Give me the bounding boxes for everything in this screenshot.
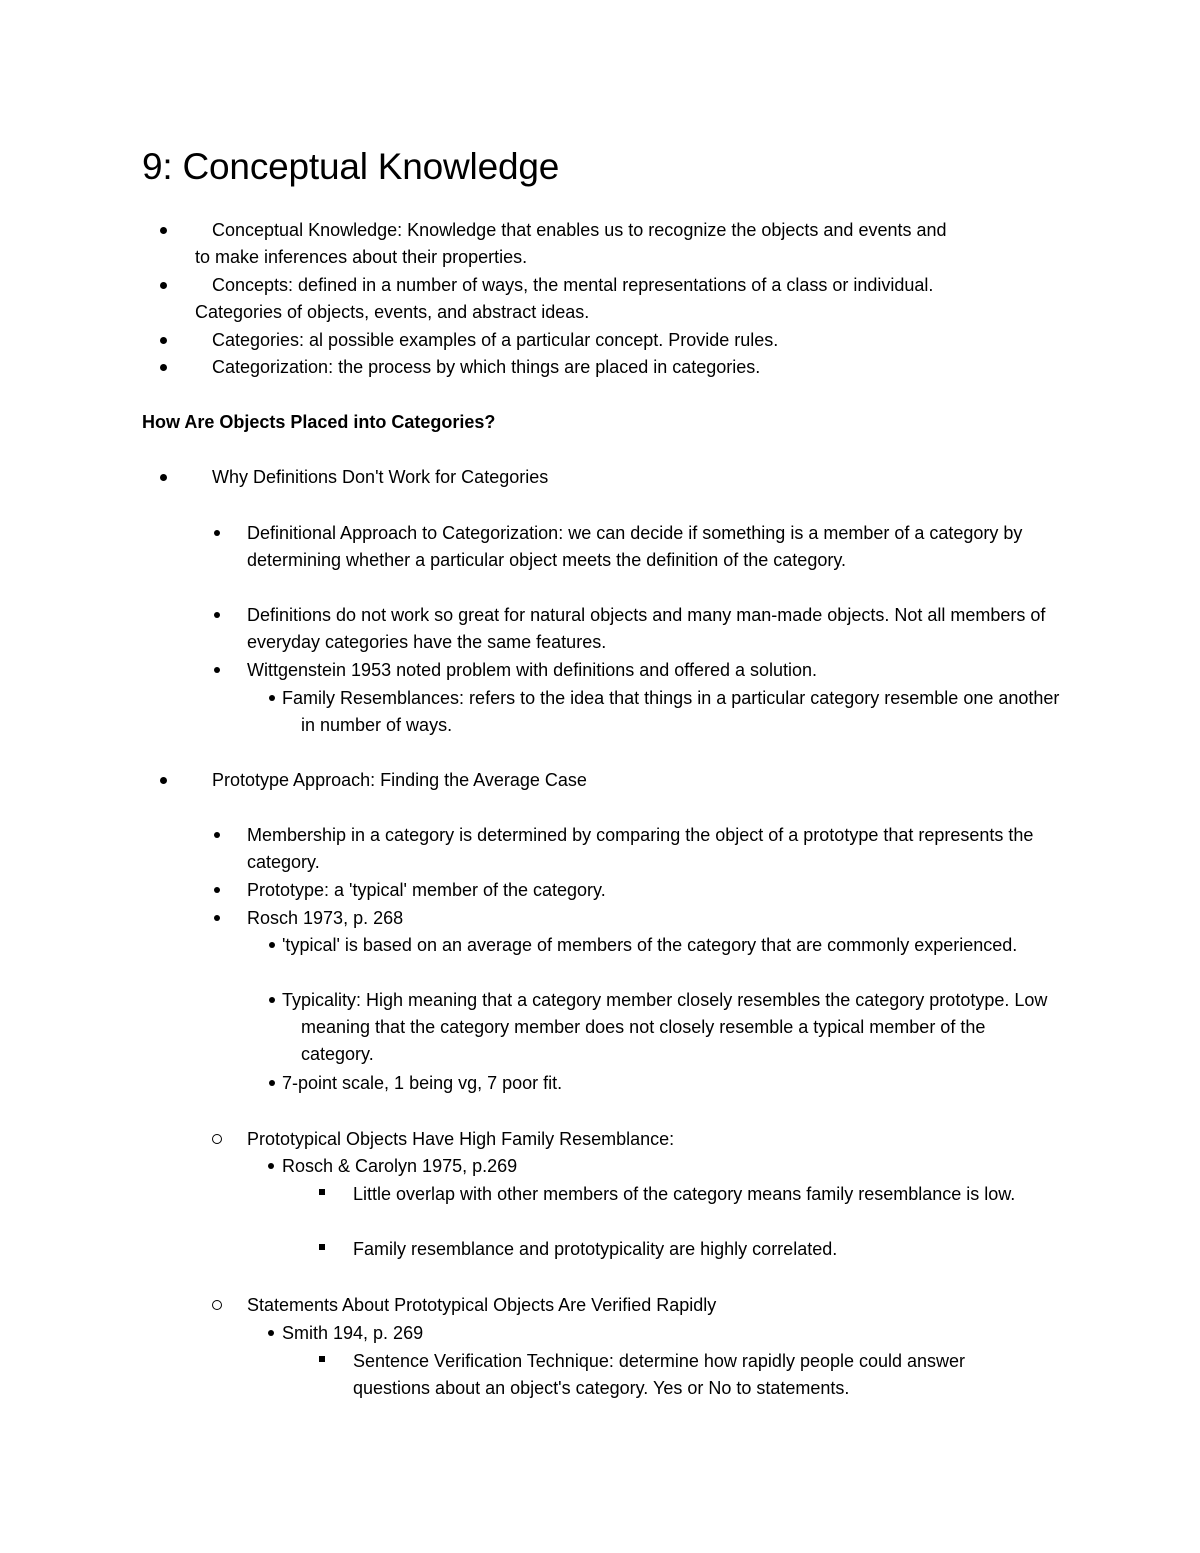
verification-citation (282, 1320, 1142, 1347)
prototype-item-text: Membership in a category is determined by comparing the object of a prototype that represents the category. (247, 825, 1034, 872)
bullet-icon (268, 1163, 274, 1169)
definitions-item (247, 657, 1067, 684)
definitions-item (247, 602, 1067, 656)
square-bullet-icon (319, 1189, 325, 1195)
bullet-icon (214, 832, 220, 838)
bullet-icon (268, 1330, 274, 1336)
bullet-icon (214, 612, 220, 618)
intro-item-text: Conceptual Knowledge: Knowledge that enables us to recognize the objects and events and (212, 220, 947, 240)
definitions-item-text: Definitional Approach to Categorization: we can decide if something is a member of a category by determining whether a particular object meets the definition of the category. (247, 523, 1023, 570)
rosch-item-text: 'typical' is based on an average of members of the category that are commonly experienced. (282, 935, 1018, 955)
prototype-heading-text: Prototype Approach: Finding the Average Case (212, 770, 587, 790)
prototype-item-text: Rosch 1973, p. 268 (247, 908, 404, 928)
citation-text: Rosch & Carolyn 1975, p.269 (282, 1156, 518, 1176)
bullet-icon (160, 777, 167, 784)
bullet-icon (160, 337, 167, 344)
intro-item-categorization (195, 354, 1055, 381)
bullet-icon (269, 695, 275, 701)
intro-item-concepts (195, 272, 1055, 326)
page-title: 9: Conceptual Knowledge (142, 146, 560, 187)
verification-item-text: Sentence Verification Technique: determine how rapidly people could answer questions about an object's category. Yes or No to statements. (353, 1351, 966, 1398)
intro-item-text-continued: Categories of objects, events, and abstract ideas. (195, 302, 590, 322)
bullet-icon (214, 887, 220, 893)
verification-heading (247, 1292, 1107, 1319)
bullet-icon (269, 1080, 275, 1086)
definitions-heading (212, 464, 1072, 491)
intro-item-text-continued: to make inferences about their properties. (195, 247, 528, 267)
rosch-item (282, 1070, 1061, 1097)
bullet-icon (160, 227, 167, 234)
square-bullet-icon (319, 1356, 325, 1362)
intro-item-categories (195, 327, 1055, 354)
hollow-circle-bullet-icon (212, 1134, 222, 1144)
definitions-heading-text: Why Definitions Don't Work for Categories (212, 467, 549, 487)
verification-item (353, 1348, 1033, 1402)
family-resemblances-text: Family Resemblances: refers to the idea that things in a particular category resemble one another in number of ways. (282, 688, 1060, 735)
rosch-item (282, 987, 1061, 1068)
rosch-item-text: Typicality: High meaning that a category member closely resembles the category prototype. Low meaning that the category member does not closely resemble a typical member of the category. (282, 990, 1048, 1064)
definitions-item (247, 520, 1067, 574)
intro-item-conceptual-knowledge (195, 217, 1055, 271)
prototype-item-text: Prototype: a 'typical' member of the category. (247, 880, 606, 900)
family-resemblance-item (353, 1236, 1063, 1263)
intro-item-text: Concepts: defined in a number of ways, the mental representations of a class or individual. (212, 275, 934, 295)
prototype-item (247, 905, 1057, 932)
family-resemblance-item-text: Little overlap with other members of the category means family resemblance is low. (353, 1184, 1016, 1204)
intro-item-text: Categorization: the process by which things are placed in categories. (212, 357, 761, 377)
rosch-item (282, 932, 1041, 959)
verification-heading-text: Statements About Prototypical Objects Are Verified Rapidly (247, 1295, 717, 1315)
prototype-item (247, 822, 1057, 876)
intro-item-text: Categories: al possible examples of a particular concept. Provide rules. (212, 330, 779, 350)
citation-text: Smith 194, p. 269 (282, 1323, 424, 1343)
bullet-icon (269, 942, 275, 948)
family-resemblance-heading-text: Prototypical Objects Have High Family Resemblance: (247, 1129, 675, 1149)
bullet-icon (160, 282, 167, 289)
bullet-icon (160, 364, 167, 371)
bullet-icon (214, 530, 220, 536)
family-resemblance-heading (247, 1126, 1107, 1153)
section-heading: How Are Objects Placed into Categories? (142, 412, 496, 432)
family-resemblance-citation (282, 1153, 1142, 1180)
rosch-item-text: 7-point scale, 1 being vg, 7 poor fit. (282, 1073, 563, 1093)
bullet-icon (269, 997, 275, 1003)
bullet-icon (214, 667, 220, 673)
bullet-icon (160, 474, 167, 481)
hollow-circle-bullet-icon (212, 1300, 222, 1310)
square-bullet-icon (319, 1244, 325, 1250)
family-resemblances-item (282, 685, 1061, 739)
definitions-item-text: Wittgenstein 1953 noted problem with definitions and offered a solution. (247, 660, 818, 680)
prototype-heading (212, 767, 1072, 794)
family-resemblance-item (353, 1181, 1063, 1208)
family-resemblance-item-text: Family resemblance and prototypicality are highly correlated. (353, 1239, 838, 1259)
definitions-item-text: Definitions do not work so great for natural objects and many man-made objects. Not all members of everyday categories have the same features. (247, 605, 1046, 652)
prototype-item (247, 877, 1057, 904)
bullet-icon (214, 915, 220, 921)
